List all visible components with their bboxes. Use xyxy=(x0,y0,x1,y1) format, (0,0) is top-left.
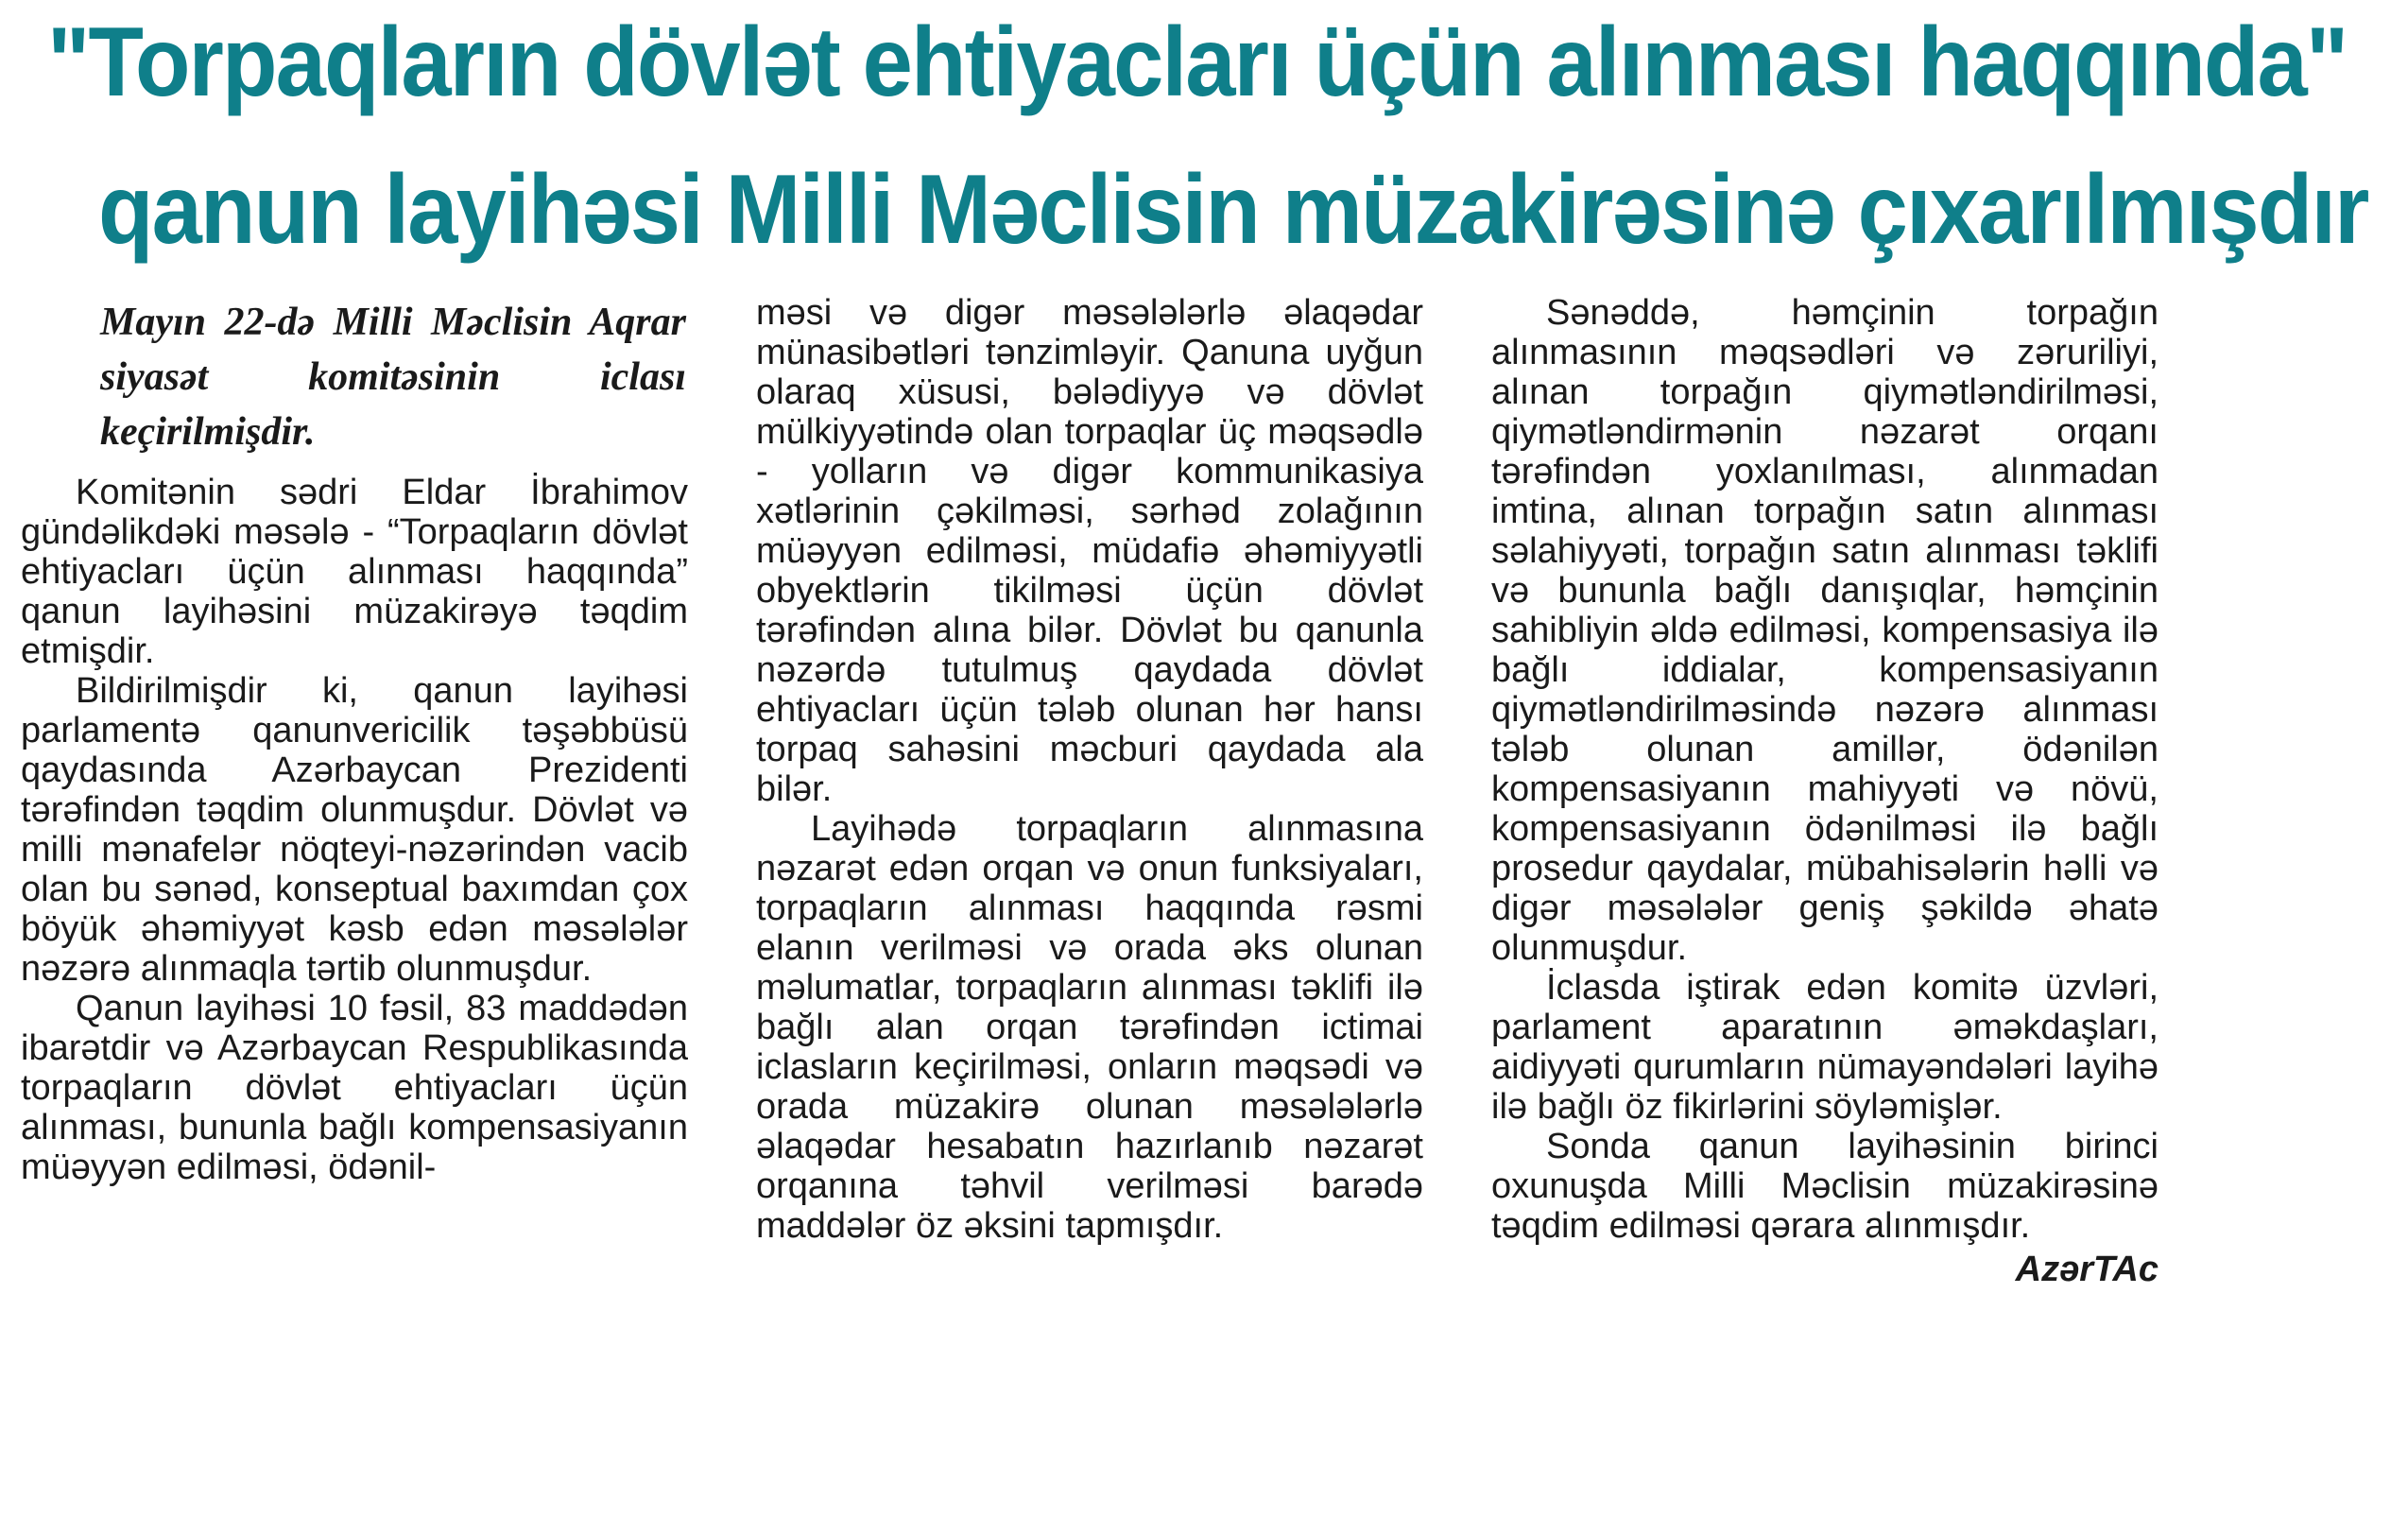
paragraph: Bildirilmişdir ki, qanun layihəsi parlamentə qanunvericilik təşəbbüsü qaydasında Azərbaycan Prezidenti tərəfindən təqdim olunmuşdur. Dövlət və milli mənafelər nöqteyi-nəzərindən vacib olan bu sənəd, konseptual baxımdan çox böyük əhəmiyyət kəsb edən məsələlər nəzərə alınmaqla tərtib olunmuşdur. xyxy=(21,671,688,989)
text-column-1 xyxy=(21,295,688,1187)
headline-line-2: qanun layihəsi Milli Məclisin müzakirəsinə çıxarılmışdır xyxy=(98,155,2368,265)
source-signature: AzərTAc xyxy=(2015,1250,2159,1289)
paragraph: İclasda iştirak edən komitə üzvləri, parlament aparatının əməkdaşları, aidiyyəti qurumların nümayəndələri layihə ilə bağlı öz fikirlərini söyləmişlər. xyxy=(1491,968,2159,1127)
paragraph: Sonda qanun layihəsinin birinci oxunuşda Milli Məclisin müzakirəsinə təqdim edilməsi qərara alınmışdır. xyxy=(1491,1127,2159,1246)
paragraph: məsi və digər məsələlərlə əlaqədar münasibətləri tənzimləyir. Qanuna uyğun olaraq xüsusi, bələdiyyə və dövlət mülkiyyətində olan torpaqlar üç məqsədlə - yolların və digər kommunikasiya xətlərinin çəkilməsi, sərhəd zolağının müəyyən edilməsi, müdafiə əhəmiyyətli obyektlərin tikilməsi üçün dövlət tərəfindən alına bilər. Dövlət bu qanunla nəzərdə tutulmuş qaydada dövlət ehtiyacları üçün tələb olunan hər hansı torpaq sahəsini məcburi qaydada ala bilər. xyxy=(756,293,1423,809)
paragraph: Layihədə torpaqların alınmasına nəzarət edən orqan və onun funksiyaları, torpaqların alınması haqqında rəsmi elanın verilməsi və orada əks olunan məlumatlar, torpaqların alınması təklifi ilə bağlı alan orqan tərəfindən ictimai iclasların keçirilməsi, onların məqsədi və orada müzakirə olunan məsələlərlə əlaqədar hesabatın hazırlanıb nəzarət orqanına təhvil verilməsi barədə maddələr öz əksini tapmışdır. xyxy=(756,809,1423,1246)
paragraph: Sənəddə, həmçinin torpağın alınmasının məqsədləri və zəruriliyi, alınan torpağın qiymətləndirilməsi, qiymətləndirmənin nəzarət orqanı tərəfindən yoxlanılması, alınmadan imtina, alınan torpağın satın alınması səlahiyyəti, torpağın satın alınması təklifi və bununla bağlı danışıqlar, həmçinin sahibliyin əldə edilməsi, kompensasiya ilə bağlı iddialar, kompensasiyanın qiymətləndirilməsində nəzərə alınması tələb olunan amillər, ödənilən kompensasiyanın mahiyyəti və növü, kompensasiyanın ödənilməsi ilə bağlı prosedur qaydalar, mübahisələrin həlli və digər məsələlər geniş şəkildə əhatə olunmuşdur. xyxy=(1491,293,2159,968)
lead-paragraph: Mayın 22-də Milli Məclisin Aqrar siyasət komitəsinin iclası keçirilmişdir. xyxy=(100,301,686,454)
text-column-3 xyxy=(1491,293,2159,1289)
headline-line-1: "Torpaqların dövlət ehtiyacları üçün alınması haqqında" xyxy=(47,8,2348,117)
text-column-2 xyxy=(756,293,1423,1246)
paragraph: Komitənin sədri Eldar İbrahimov gündəlikdəki məsələ - “Torpaqların dövlət ehtiyacları üçün alınması haqqında” qanun layihəsini müzakirəyə təqdim etmişdir. xyxy=(21,473,688,671)
paragraph: Qanun layihəsi 10 fəsil, 83 maddədən ibarətdir və Azərbaycan Respublikasında torpaqların dövlət ehtiyacları üçün alınması, bununla bağlı kompensasiyanın müəyyən edilməsi, ödənil- xyxy=(21,989,688,1187)
